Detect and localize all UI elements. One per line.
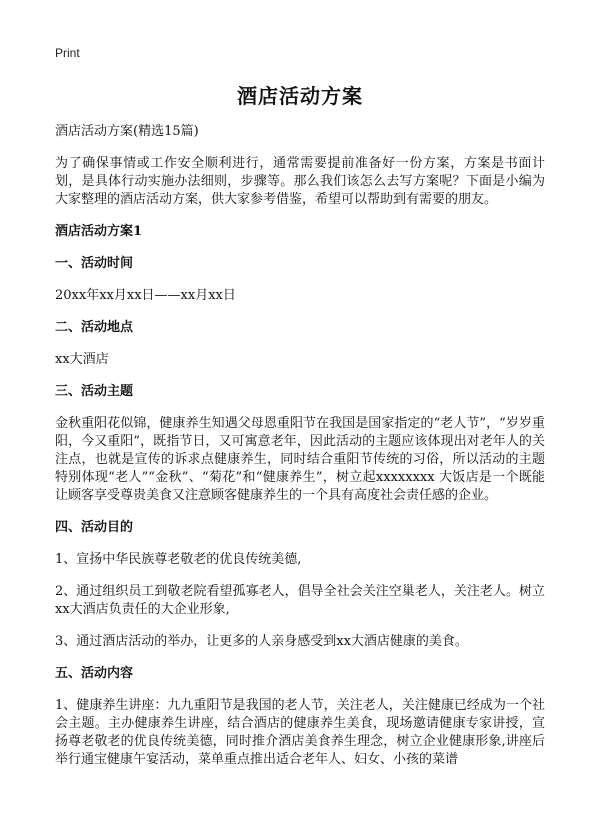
section2-text: xx大酒店 xyxy=(55,352,109,367)
page-title: 酒店活动方案 xyxy=(237,84,363,108)
section4-heading: 四、活动目的 xyxy=(55,520,134,535)
section2-heading: 二、活动地点 xyxy=(55,320,134,335)
section4-item1: 1、宣扬中华民族尊老敬老的优良传统美德, xyxy=(55,552,302,567)
document-body xyxy=(55,123,545,783)
section4-item3: 3、通过酒店活动的举办，让更多的人亲身感受到xx大酒店健康的美食。 xyxy=(55,634,468,649)
section5-item1: 1、健康养生讲座：九九重阳节是我国的老人节，关注老人，关注健康已经成为一个社会主题。主办健康养生讲座，结合酒店的健康养生美食，现场邀请健康专家讲授，宣扬尊老敬老的优良传统美德，同时推介酒店美食养生理念，树立企业健康形象,讲座后举行通宝健康午宴活动，菜单重点推出适合老年人、妇女、小孩的菜谱 xyxy=(55,698,545,767)
print-link[interactable]: Print xyxy=(55,46,80,60)
section3-text: 金秋重阳花似锦，健康养生知遇父母恩重阳节在我国是国家指定的“老人节”，“岁岁重阳，今又重阳”，既指节日，又可寓意老年，因此活动的主题应该体现出对老年人的关注点，也就是宣传的诉求点健康养生，同时结合重阳节传统的习俗，所以活动的主题特别体现“老人”“金秋”、“菊花”和“健康养生”，树立起xxxxxxxx 大饭店是一个既能让顾客享受尊贵美食又注意顾客健康养生的一个具有高度社会责任感的企业。 xyxy=(55,416,545,503)
section5-heading: 五、活动内容 xyxy=(55,666,134,681)
plan1-title: 酒店活动方案1 xyxy=(55,224,143,239)
subtitle: 酒店活动方案(精选15篇) xyxy=(55,124,199,139)
intro-paragraph: 为了确保事情或工作安全顺利进行，通常需要提前准备好一份方案，方案是书面计划，是具体行动实施办法细则，步骤等。那么我们该怎么去写方案呢？下面是小编为大家整理的酒店活动方案，供大家参考借鉴，希望可以帮助到有需要的朋友。 xyxy=(55,156,545,207)
section3-heading: 三、活动主题 xyxy=(55,384,134,399)
section1-heading: 一、活动时间 xyxy=(55,256,134,271)
section1-text: 20xx年xx月xx日——xx月xx日 xyxy=(55,288,236,303)
section4-item2: 2、通过组织员工到敬老院看望孤寡老人，倡导全社会关注空巢老人，关注老人。树立xx大酒店负责任的大企业形象, xyxy=(55,584,545,617)
